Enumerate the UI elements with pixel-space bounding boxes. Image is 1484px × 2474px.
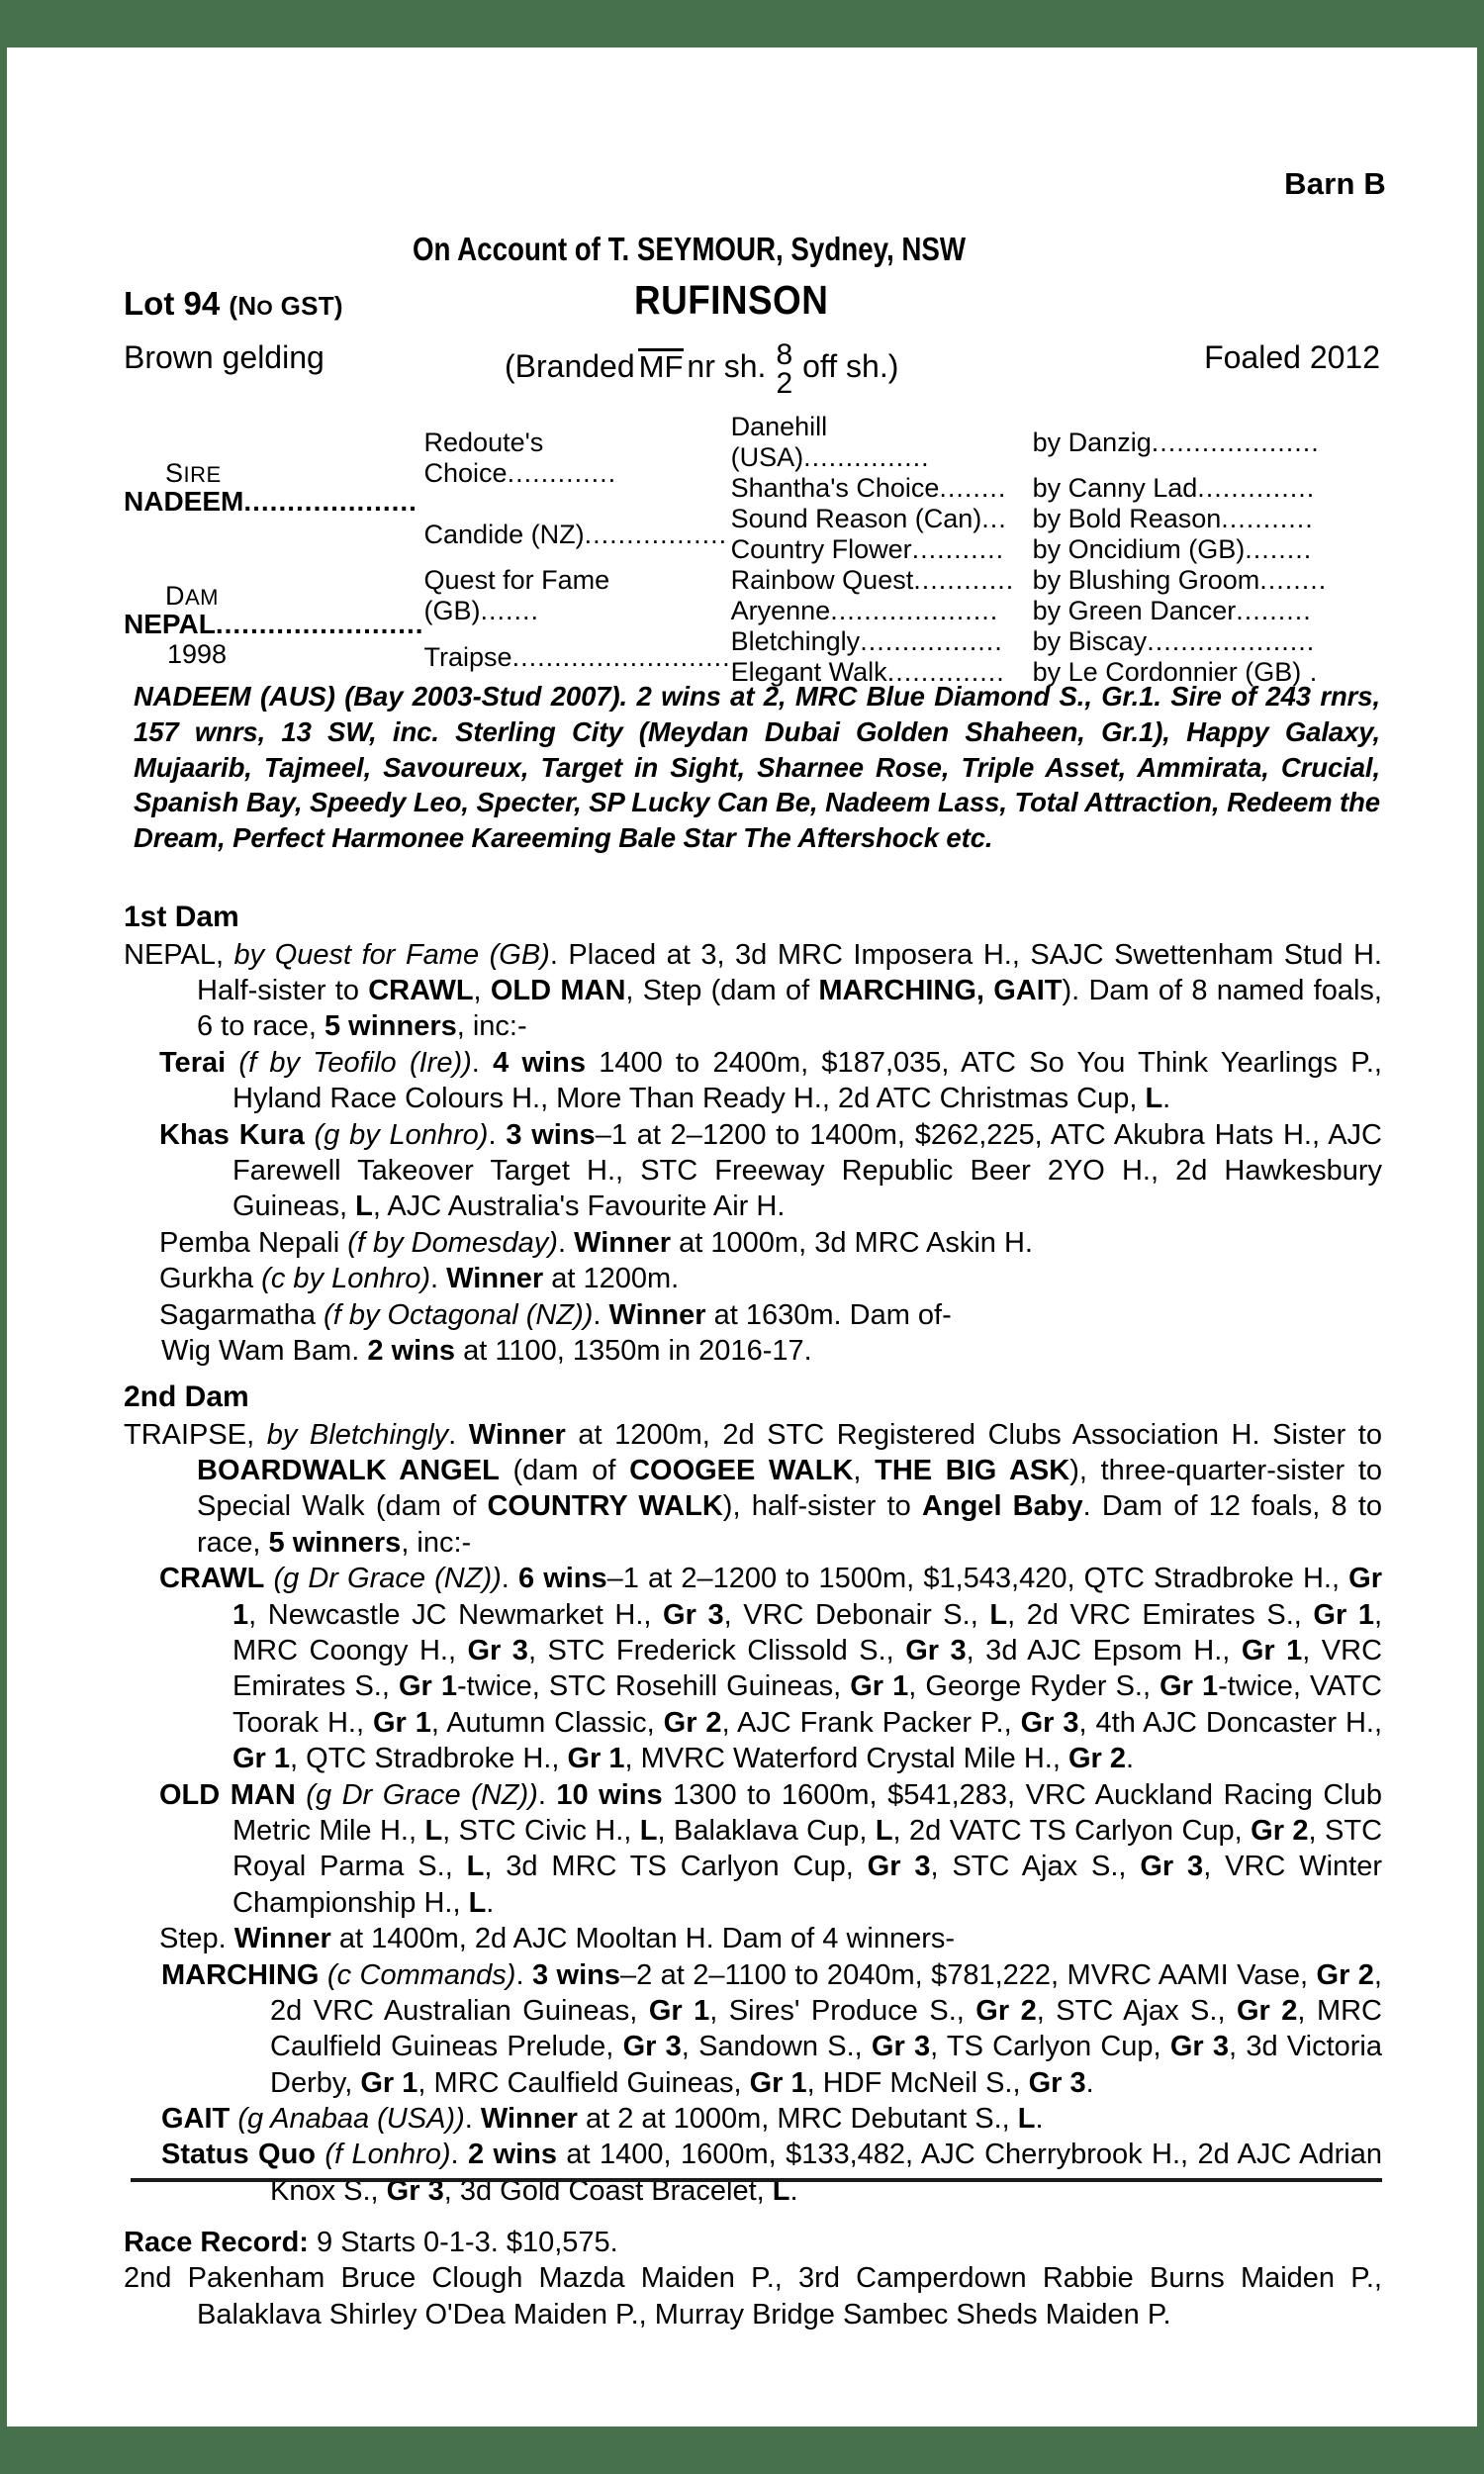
second-dam-winner: Winner [468, 1418, 566, 1451]
black-type: Gr 1 [567, 1743, 625, 1775]
black-type: Gr 2 [1067, 1743, 1126, 1775]
first-dam-section [124, 899, 1382, 1369]
black-type: Gr 2 [1316, 1958, 1374, 1991]
progeny-origin: (f by Teofilo (Ire)) [226, 1046, 472, 1079]
progeny-wins: Winner [446, 1263, 544, 1295]
dam-label: DAM [165, 581, 219, 612]
right-green-edge [1477, 48, 1484, 2426]
first-dam-sire: by Quest for Fame (GB) [224, 938, 550, 971]
black-type: Gr 2 [1236, 1994, 1298, 2027]
barn-label: Barn B [1284, 166, 1386, 201]
second-dam-section [124, 1379, 1382, 2209]
black-type: Gr 2 [975, 1994, 1037, 2027]
gen4-cell-1: by Danzig.................... [1032, 427, 1320, 457]
gen4-name-7: by Biscay [1032, 626, 1148, 656]
brand-mark-icon: MF [638, 348, 684, 384]
gen4-name-6: by Green Dancer [1032, 596, 1237, 625]
entry-name: MARCHING [161, 1958, 320, 1991]
black-type: Gr 1 [372, 1706, 431, 1739]
black-type: Gr 1 [360, 2066, 418, 2099]
sire-cell [124, 412, 424, 565]
relative-country-walk: COUNTRY WALK [487, 1490, 723, 1523]
black-type: Gr 1 [1313, 1598, 1374, 1631]
branded-suffix: off sh.) [802, 347, 899, 384]
black-type: Gr 2 [663, 1706, 722, 1739]
first-dam-intro: NEPAL, by Quest for Fame (GB). Placed at 3, 3d MRC Imposera H., SAJC Swettenham Stud H. Half-sister to CRAWL, OLD MAN, Step (dam of MARCHING, GAIT). Dam of 8 named foals, 6 to race, 5 winners, inc:- [124, 938, 1382, 1043]
gen2-cell-2: Candide (NZ)................. [423, 519, 728, 549]
progeny-wins: 3 wins [506, 1118, 596, 1151]
relative-the-big-ask: THE BIG ASK [875, 1455, 1070, 1487]
sire-label: SIRE [165, 458, 222, 489]
first-dam-heading: 1st Dam [124, 901, 239, 933]
gen4-name-4: by Oncidium (GB) [1032, 534, 1246, 564]
gen3-name-5: Rainbow Quest [730, 565, 914, 595]
progeny-name: Gurkha [159, 1263, 254, 1295]
entry-origin: (c Commands) [319, 1958, 516, 1991]
black-type: L [466, 1851, 485, 1883]
gen4-name-8: by Le Cordonnier (GB) [1032, 657, 1302, 687]
gen4-cell-3: by Bold Reason........... [1032, 504, 1314, 533]
dam-cell [124, 565, 424, 688]
black-type: Gr 1 [850, 1670, 909, 1703]
gen2-cell-3: Quest for Fame (GB)....... [423, 565, 610, 625]
progeny-name: Khas Kura [159, 1118, 305, 1151]
third-generation-entry: GAIT (g Anabaa (USA)). Winner at 2 at 1000m, MRC Debutant S., L. [161, 2103, 1044, 2136]
brand-description [505, 338, 899, 401]
race-record-value: 9 Starts 0-1-3. $10,575. [308, 2227, 618, 2258]
left-green-edge [0, 48, 7, 2426]
winners-count: 5 winners [324, 1010, 457, 1043]
sire-name: NADEEM.................... [124, 486, 417, 518]
sub-progeny-entry: Wig Wam Bam. 2 wins at 1100, 1350m in 2016-17. [161, 1334, 812, 1367]
black-type: L [424, 1814, 443, 1847]
relative-angel-baby: Angel Baby [921, 1490, 1083, 1523]
gen4-cell-7: by Biscay.................... [1032, 626, 1316, 656]
black-type: Gr 3 [467, 1634, 528, 1666]
black-type: L [468, 1886, 487, 1919]
gen4-cell-5: by Blushing Groom........ [1032, 565, 1328, 595]
entry-wins: 3 wins [531, 1958, 620, 1991]
brand-number-bottom: 2 [776, 367, 793, 401]
entry-wins: 2 wins [467, 2139, 557, 2171]
third-generation-entry: Status Quo (f Lonhro). 2 wins at 1400, 1600m, $133,482, AJC Cherrybrook H., 2d AJC Adrian Knox S., Gr 3, 3d Gold Coast Bracelet, L. [161, 2139, 1382, 2207]
progeny-wins: 4 wins [493, 1046, 586, 1079]
progeny-wins: Winner [608, 1298, 706, 1331]
sub-progeny-wins: 2 wins [367, 1334, 456, 1367]
pedigree-table [124, 412, 1380, 688]
progeny-entry: Gurkha (c by Lonhro). Winner at 1200m. [159, 1263, 680, 1295]
foaled-year: Foaled 2012 [1204, 339, 1380, 375]
entry-origin: (g Dr Grace (NZ)) [264, 1563, 502, 1595]
top-green-band [0, 0, 1484, 48]
second-dam-entry: OLD MAN (g Dr Grace (NZ)). 10 wins 1300 to 1600m, $541,283, VRC Auckland Racing Club Metric Mile H., L, STC Civic H., L, Balaklava Cup, L, 2d VATC TS Carlyon Cup, Gr 2, STC Royal Parma S., L, 3d MRC TS Carlyon Cup, Gr 3, STC Ajax S., Gr 3, VRC Winter Championship H., L. [159, 1778, 1383, 1919]
catalogue-page [7, 48, 1477, 2426]
account-text: On Account of T. SEYMOUR, Sydney, NSW [413, 231, 967, 267]
second-dam-entries [124, 1561, 1382, 1956]
black-type: Gr 1 [1241, 1634, 1303, 1666]
gen4-name-3: by Bold Reason [1032, 504, 1222, 533]
progeny-name: Pemba Nepali [159, 1226, 340, 1259]
black-type: Gr 3 [663, 1598, 724, 1631]
gen2-name-3: Quest for Fame (GB) [423, 565, 610, 625]
black-type: L [875, 1814, 893, 1847]
black-type: Gr 3 [867, 1851, 931, 1883]
brand-number-stack [776, 340, 792, 399]
gen3-cell-5: Rainbow Quest............ [730, 565, 1015, 595]
section-divider [131, 2178, 1382, 2182]
horse-name: RUFINSON [633, 277, 829, 323]
black-type: L [1145, 1083, 1163, 1115]
entry-name: Step. [159, 1923, 227, 1955]
black-type: Gr 1 [648, 1994, 710, 2027]
black-type: Gr 3 [622, 2031, 682, 2063]
gen2-cell-4: Traipse.......................... [423, 641, 731, 672]
black-type: Gr 1 [398, 1670, 458, 1703]
black-type: Gr 1 [749, 2066, 807, 2099]
gen3-name-4: Country Flower [730, 534, 912, 564]
black-type: L [355, 1190, 373, 1223]
entry-origin: (g Dr Grace (NZ)) [295, 1778, 538, 1811]
second-dam-entry: CRAWL (g Dr Grace (NZ)). 6 wins–1 at 2–1200 to 1500m, $1,543,420, QTC Stradbroke H., Gr 1, Newcastle JC Newmarket H., Gr 3, VRC Debonair S., L, 2d VRC Emirates S., Gr 1, MRC Coongy H., Gr 3, STC Frederick Clissold S., Gr 3, 3d AJC Epsom H., Gr 1, VRC Emirates S., Gr 1-twice, STC Rosehill Guineas, Gr 1, George Ryder S., Gr 1-twice, VATC Toorak H., Gr 1, Autumn Classic, Gr 2, AJC Frank Packer P., Gr 3, 4th AJC Doncaster H., Gr 1, QTC Stradbroke H., Gr 1, MVRC Waterford Crystal Mile H., Gr 2. [159, 1563, 1383, 1775]
race-record-placings: 2nd Pakenham Bruce Clough Mazda Maiden P., 3rd Camperdown Rabbie Burns Maiden P., Balaklava Shirley O'Dea Maiden P., Murray Bridge Sambec Sheds Maiden P. [124, 2262, 1382, 2331]
gen3-cell-2: Shantha's Choice........ [730, 473, 1007, 503]
progeny-entry: Terai (f by Teofilo (Ire)). 4 wins 1400 to 2400m, $187,035, ATC So You Think Yearlings P., Hyland Race Colours H., More Than Ready H., 2d ATC Christmas Cup, L. [159, 1046, 1382, 1115]
entry-origin: (f Lonhro) [316, 2139, 451, 2171]
branded-prefix: (Branded [505, 347, 635, 384]
progeny-name: Sagarmatha [159, 1298, 316, 1331]
relative-crawl: CRAWL [368, 975, 474, 1007]
second-dam-winners-count: 5 winners [268, 1526, 402, 1559]
progeny-entry: Sagarmatha (f by Octagonal (NZ)). Winner at 1630m. Dam of- [159, 1298, 952, 1331]
second-dam-heading: 2nd Dam [124, 1380, 249, 1413]
gen3-cell-1: Danehill (USA)............... [730, 412, 930, 472]
gen3-cell-8: Elegant Walk.............. [730, 657, 1005, 687]
relative-coogee-walk: COOGEE WALK [629, 1455, 854, 1487]
gst-note: (NO GST) [229, 291, 343, 321]
black-type: Gr 3 [1140, 1851, 1204, 1883]
second-dam-intro: TRAIPSE, by Bletchingly. Winner at 1200m, 2d STC Registered Clubs Association H. Sister to BOARDWALK ANGEL (dam of COOGEE WALK, THE BIG ASK), three-quarter-sister to Special Walk (dam of COUNTRY WALK), half-sister to Angel Baby. Dam of 12 foals, 8 to race, 5 winners, inc:- [124, 1418, 1383, 1559]
gen3-cell-4: Country Flower........... [730, 534, 1005, 564]
gen3-cell-7: Bletchingly................. [730, 626, 1003, 656]
entry-wins: 10 wins [556, 1778, 663, 1811]
black-type: L [639, 1814, 658, 1847]
gen3-cell-3: Sound Reason (Can)... [730, 504, 1007, 533]
entry-name: CRAWL [159, 1563, 265, 1595]
gen3-name-1: Danehill (USA) [730, 412, 828, 472]
progeny-name: Terai [159, 1046, 227, 1079]
black-type: Gr 3 [871, 2031, 931, 2063]
second-dam-entry: Step. Winner at 1400m, 2d AJC Mooltan H. Dam of 4 winners- [159, 1923, 956, 1955]
gen4-name-1: by Danzig [1032, 427, 1152, 457]
gen3-cell-6: Aryenne.................... [730, 596, 999, 625]
brand-number-top: 8 [776, 338, 793, 371]
gen4-cell-4: by Oncidium (GB)........ [1032, 534, 1313, 564]
bottom-green-band [0, 2426, 1484, 2474]
relative-marching-gait: MARCHING, GAIT [818, 975, 1063, 1007]
third-generation-entries [124, 1957, 1382, 2210]
progeny-origin: (c by Lonhro) [253, 1263, 431, 1295]
gen4-cell-2: by Canny Lad.............. [1032, 473, 1316, 503]
gen2-name-4: Traipse [423, 641, 512, 672]
dam-name: NEPAL........................ [124, 609, 424, 640]
gen4-name-5: by Blushing Groom [1032, 565, 1260, 595]
gen3-name-6: Aryenne [730, 596, 831, 625]
entry-wins: 6 wins [517, 1563, 607, 1595]
branded-mid: nr sh. [687, 347, 767, 384]
progeny-origin: (g by Lonhro) [304, 1118, 489, 1151]
black-type: Gr 3 [1028, 2066, 1086, 2099]
entry-name: GAIT [161, 2103, 231, 2136]
gen3-name-8: Elegant Walk [730, 657, 887, 687]
third-generation-entry: MARCHING (c Commands). 3 wins–2 at 2–1100 to 2040m, $781,222, MVRC AAMI Vase, Gr 2, 2d VRC Australian Guineas, Gr 1, Sires' Produce S., Gr 2, STC Ajax S., Gr 2, MRC Caulfield Guineas Prelude, Gr 3, Sandown S., Gr 3, TS Carlyon Cup, Gr 3, 3d Victoria Derby, Gr 1, MRC Caulfield Guineas, Gr 1, HDF McNeil S., Gr 3. [161, 1958, 1382, 2099]
progeny-origin: (f by Octagonal (NZ)) [316, 1298, 594, 1331]
gen2-name-2: Candide (NZ) [423, 519, 585, 549]
black-type: Gr 3 [1020, 1706, 1079, 1739]
gen4-cell-8: by Le Cordonnier (GB) . [1032, 657, 1319, 687]
black-type: Gr 3 [1169, 2031, 1230, 2063]
colour-sex: Brown gelding [124, 339, 325, 375]
black-type: Gr 1 [1159, 1670, 1219, 1703]
entry-wins: Winner [480, 2103, 578, 2136]
black-type: Gr 1 [232, 1563, 1382, 1631]
page-title [7, 277, 1477, 324]
race-record-label: Race Record: [124, 2227, 309, 2258]
gen2-name-1: Redoute's Choice [423, 427, 544, 488]
entry-name: Status Quo [161, 2139, 317, 2171]
progeny-entry: Khas Kura (g by Lonhro). 3 wins–1 at 2–1200 to 1400m, $262,225, ATC Akubra Hats H., AJC Farewell Takeover Target H., STC Freeway Republic Beer 2YO H., 2d Hawkesbury Guineas, L, AJC Australia's Favourite Air H. [159, 1118, 1382, 1223]
lot-number: Lot 94 [124, 285, 221, 322]
black-type: Gr 1 [232, 1743, 291, 1775]
black-type: L [772, 2174, 790, 2207]
black-type: Gr 3 [386, 2174, 444, 2207]
gen3-name-2: Shantha's Choice [730, 473, 940, 503]
entry-origin: (g Anabaa (USA)) [230, 2103, 465, 2136]
first-dam-progeny-list [124, 1045, 1382, 1370]
relative-boardwalk-angel: BOARDWALK ANGEL [197, 1455, 500, 1487]
black-type: Gr 2 [1251, 1814, 1309, 1847]
progeny-origin: (f by Domesday) [339, 1226, 558, 1259]
account-line [7, 231, 1477, 268]
entry-name: OLD MAN [159, 1778, 296, 1811]
progeny-wins: Winner [574, 1226, 672, 1259]
black-type: L [989, 1598, 1008, 1631]
progeny-entry: Pemba Nepali (f by Domesday). Winner at 1000m, 3d MRC Askin H. [159, 1226, 1033, 1259]
relative-old-man: OLD MAN [490, 975, 626, 1007]
black-type: L [1017, 2103, 1036, 2136]
dam-year: 1998 [167, 638, 228, 669]
gen2-cell-1: Redoute's Choice............. [423, 427, 617, 488]
entry-wins: Winner [233, 1923, 331, 1955]
sire-summary-paragraph: NADEEM (AUS) (Bay 2003-Stud 2007). 2 wins at 2, MRC Blue Diamond S., Gr.1. Sire of 243 rnrs, 157 wnrs, 13 SW, inc. Sterling City (Meydan Dubai Golden Shaheen, Gr.1), Happy Galaxy, Mujaarib, Tajmeel, Savoureux, Target in Sight, Sharnee Rose, Triple Asset, Ammirata, Crucial, Spanish Bay, Speedy Leo, Specter, SP Lucky Can Be, Nadeem Lass, Total Attraction, Redeem the Dream, Perfect Harmonee Kareeming Bale Star The Aftershock etc. [134, 681, 1380, 853]
gen3-name-3: Sound Reason (Can) [730, 504, 982, 533]
race-record-section [124, 2225, 1382, 2332]
gen3-name-7: Bletchingly [730, 626, 861, 656]
second-dam-sire: by Bletchingly [254, 1418, 449, 1451]
gen4-name-2: by Canny Lad [1032, 473, 1198, 503]
race-record-summary [124, 2225, 1382, 2260]
gen4-cell-6: by Green Dancer......... [1032, 596, 1312, 625]
black-type: Gr 3 [905, 1634, 967, 1666]
